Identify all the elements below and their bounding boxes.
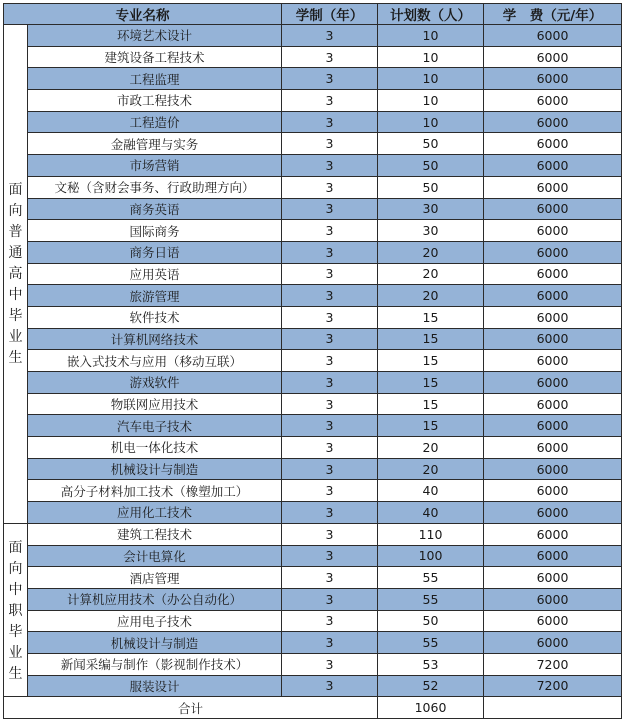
table-row xyxy=(4,25,622,47)
years-cell: 3 xyxy=(282,133,378,155)
group-label: 面 向 普 通 高 中 毕 业 生 xyxy=(4,25,28,524)
years-cell: 3 xyxy=(282,523,378,545)
table-row xyxy=(4,437,622,459)
plan-cell: 110 xyxy=(378,523,484,545)
fee-cell: 6000 xyxy=(484,502,622,524)
plan-cell: 15 xyxy=(378,372,484,394)
header-years: 学制（年） xyxy=(282,4,378,25)
fee-cell: 6000 xyxy=(484,393,622,415)
table-row xyxy=(4,198,622,220)
years-cell: 3 xyxy=(282,155,378,177)
table-row xyxy=(4,502,622,524)
plan-cell: 15 xyxy=(378,350,484,372)
table-row xyxy=(4,285,622,307)
major-cell: 物联网应用技术 xyxy=(28,393,282,415)
years-cell: 3 xyxy=(282,567,378,589)
major-cell: 国际商务 xyxy=(28,220,282,242)
years-cell: 3 xyxy=(282,393,378,415)
table-row xyxy=(4,632,622,654)
fee-cell: 6000 xyxy=(484,90,622,112)
table-row xyxy=(4,220,622,242)
header-row xyxy=(4,4,622,25)
major-cell: 商务英语 xyxy=(28,198,282,220)
major-cell: 机电一体化技术 xyxy=(28,437,282,459)
header-fee: 学 费（元/年） xyxy=(484,4,622,25)
fee-cell: 6000 xyxy=(484,25,622,47)
table-row xyxy=(4,328,622,350)
major-cell: 汽车电子技术 xyxy=(28,415,282,437)
major-cell: 建筑设备工程技术 xyxy=(28,46,282,68)
table-row xyxy=(4,567,622,589)
table-row xyxy=(4,111,622,133)
major-cell: 市场营销 xyxy=(28,155,282,177)
years-cell: 3 xyxy=(282,653,378,675)
years-cell: 3 xyxy=(282,545,378,567)
enrollment-plan-table xyxy=(3,3,622,719)
table-row xyxy=(4,588,622,610)
years-cell: 3 xyxy=(282,415,378,437)
plan-cell: 53 xyxy=(378,653,484,675)
years-cell: 3 xyxy=(282,675,378,697)
fee-cell: 6000 xyxy=(484,155,622,177)
years-cell: 3 xyxy=(282,220,378,242)
plan-cell: 10 xyxy=(378,90,484,112)
total-plan: 1060 xyxy=(378,697,484,719)
years-cell: 3 xyxy=(282,176,378,198)
major-cell: 高分子材料加工技术（橡塑加工） xyxy=(28,480,282,502)
table-row xyxy=(4,523,622,545)
fee-cell: 6000 xyxy=(484,415,622,437)
total-fee xyxy=(484,697,622,719)
years-cell: 3 xyxy=(282,285,378,307)
fee-cell: 6000 xyxy=(484,567,622,589)
years-cell: 3 xyxy=(282,502,378,524)
group-label: 面 向 中 职 毕 业 生 xyxy=(4,523,28,697)
fee-cell: 6000 xyxy=(484,285,622,307)
years-cell: 3 xyxy=(282,372,378,394)
table-row xyxy=(4,393,622,415)
major-cell: 酒店管理 xyxy=(28,567,282,589)
major-cell: 建筑工程技术 xyxy=(28,523,282,545)
table-row xyxy=(4,133,622,155)
major-cell: 应用英语 xyxy=(28,263,282,285)
years-cell: 3 xyxy=(282,610,378,632)
table-row xyxy=(4,415,622,437)
fee-cell: 6000 xyxy=(484,220,622,242)
plan-cell: 50 xyxy=(378,155,484,177)
fee-cell: 6000 xyxy=(484,133,622,155)
table-row xyxy=(4,480,622,502)
major-cell: 应用电子技术 xyxy=(28,610,282,632)
plan-cell: 20 xyxy=(378,458,484,480)
major-cell: 嵌入式技术与应用（移动互联） xyxy=(28,350,282,372)
header-plan: 计划数（人） xyxy=(378,4,484,25)
major-cell: 游戏软件 xyxy=(28,372,282,394)
major-cell: 计算机网络技术 xyxy=(28,328,282,350)
major-cell: 应用化工技术 xyxy=(28,502,282,524)
fee-cell: 6000 xyxy=(484,632,622,654)
table-row xyxy=(4,653,622,675)
major-cell: 商务日语 xyxy=(28,241,282,263)
fee-cell: 6000 xyxy=(484,437,622,459)
major-cell: 服装设计 xyxy=(28,675,282,697)
plan-cell: 30 xyxy=(378,220,484,242)
table-row xyxy=(4,610,622,632)
plan-cell: 30 xyxy=(378,198,484,220)
years-cell: 3 xyxy=(282,111,378,133)
years-cell: 3 xyxy=(282,198,378,220)
plan-cell: 10 xyxy=(378,111,484,133)
plan-cell: 50 xyxy=(378,610,484,632)
fee-cell: 6000 xyxy=(484,480,622,502)
major-cell: 机械设计与制造 xyxy=(28,458,282,480)
major-cell: 环境艺术设计 xyxy=(28,25,282,47)
years-cell: 3 xyxy=(282,90,378,112)
table-row xyxy=(4,46,622,68)
major-cell: 软件技术 xyxy=(28,306,282,328)
major-cell: 工程监理 xyxy=(28,68,282,90)
major-cell: 金融管理与实务 xyxy=(28,133,282,155)
years-cell: 3 xyxy=(282,25,378,47)
plan-cell: 10 xyxy=(378,68,484,90)
years-cell: 3 xyxy=(282,68,378,90)
major-cell: 工程造价 xyxy=(28,111,282,133)
years-cell: 3 xyxy=(282,437,378,459)
plan-cell: 55 xyxy=(378,567,484,589)
header-major: 专业名称 xyxy=(4,4,282,25)
plan-cell: 20 xyxy=(378,437,484,459)
plan-cell: 10 xyxy=(378,46,484,68)
table-row xyxy=(4,176,622,198)
years-cell: 3 xyxy=(282,632,378,654)
plan-cell: 15 xyxy=(378,393,484,415)
plan-cell: 100 xyxy=(378,545,484,567)
fee-cell: 6000 xyxy=(484,46,622,68)
years-cell: 3 xyxy=(282,241,378,263)
major-cell: 市政工程技术 xyxy=(28,90,282,112)
table-body xyxy=(4,25,622,719)
years-cell: 3 xyxy=(282,306,378,328)
fee-cell: 6000 xyxy=(484,306,622,328)
fee-cell: 6000 xyxy=(484,372,622,394)
major-cell: 机械设计与制造 xyxy=(28,632,282,654)
plan-cell: 20 xyxy=(378,285,484,307)
fee-cell: 6000 xyxy=(484,198,622,220)
fee-cell: 6000 xyxy=(484,328,622,350)
fee-cell: 6000 xyxy=(484,241,622,263)
years-cell: 3 xyxy=(282,350,378,372)
fee-cell: 6000 xyxy=(484,545,622,567)
table-row xyxy=(4,68,622,90)
years-cell: 3 xyxy=(282,480,378,502)
fee-cell: 6000 xyxy=(484,68,622,90)
plan-cell: 55 xyxy=(378,588,484,610)
plan-cell: 15 xyxy=(378,415,484,437)
table-row xyxy=(4,545,622,567)
table-row xyxy=(4,263,622,285)
plan-cell: 40 xyxy=(378,502,484,524)
fee-cell: 6000 xyxy=(484,458,622,480)
major-cell: 计算机应用技术（办公自动化） xyxy=(28,588,282,610)
plan-cell: 50 xyxy=(378,133,484,155)
years-cell: 3 xyxy=(282,588,378,610)
plan-cell: 50 xyxy=(378,176,484,198)
table-row xyxy=(4,306,622,328)
fee-cell: 6000 xyxy=(484,350,622,372)
fee-cell: 6000 xyxy=(484,588,622,610)
fee-cell: 7200 xyxy=(484,653,622,675)
fee-cell: 6000 xyxy=(484,523,622,545)
plan-cell: 55 xyxy=(378,632,484,654)
major-cell: 会计电算化 xyxy=(28,545,282,567)
table-row xyxy=(4,458,622,480)
table-row xyxy=(4,350,622,372)
years-cell: 3 xyxy=(282,328,378,350)
table-row xyxy=(4,675,622,697)
major-cell: 新闻采编与制作（影视制作技术） xyxy=(28,653,282,675)
plan-cell: 20 xyxy=(378,263,484,285)
plan-cell: 40 xyxy=(378,480,484,502)
total-row xyxy=(4,697,622,719)
major-cell: 文秘（含财会事务、行政助理方向） xyxy=(28,176,282,198)
plan-cell: 20 xyxy=(378,241,484,263)
plan-cell: 52 xyxy=(378,675,484,697)
fee-cell: 6000 xyxy=(484,610,622,632)
plan-cell: 10 xyxy=(378,25,484,47)
fee-cell: 7200 xyxy=(484,675,622,697)
table-row xyxy=(4,372,622,394)
years-cell: 3 xyxy=(282,46,378,68)
table-row xyxy=(4,90,622,112)
total-label: 合计 xyxy=(4,697,378,719)
fee-cell: 6000 xyxy=(484,176,622,198)
table-row xyxy=(4,241,622,263)
table-row xyxy=(4,155,622,177)
years-cell: 3 xyxy=(282,263,378,285)
plan-cell: 15 xyxy=(378,328,484,350)
major-cell: 旅游管理 xyxy=(28,285,282,307)
plan-cell: 15 xyxy=(378,306,484,328)
fee-cell: 6000 xyxy=(484,111,622,133)
fee-cell: 6000 xyxy=(484,263,622,285)
years-cell: 3 xyxy=(282,458,378,480)
